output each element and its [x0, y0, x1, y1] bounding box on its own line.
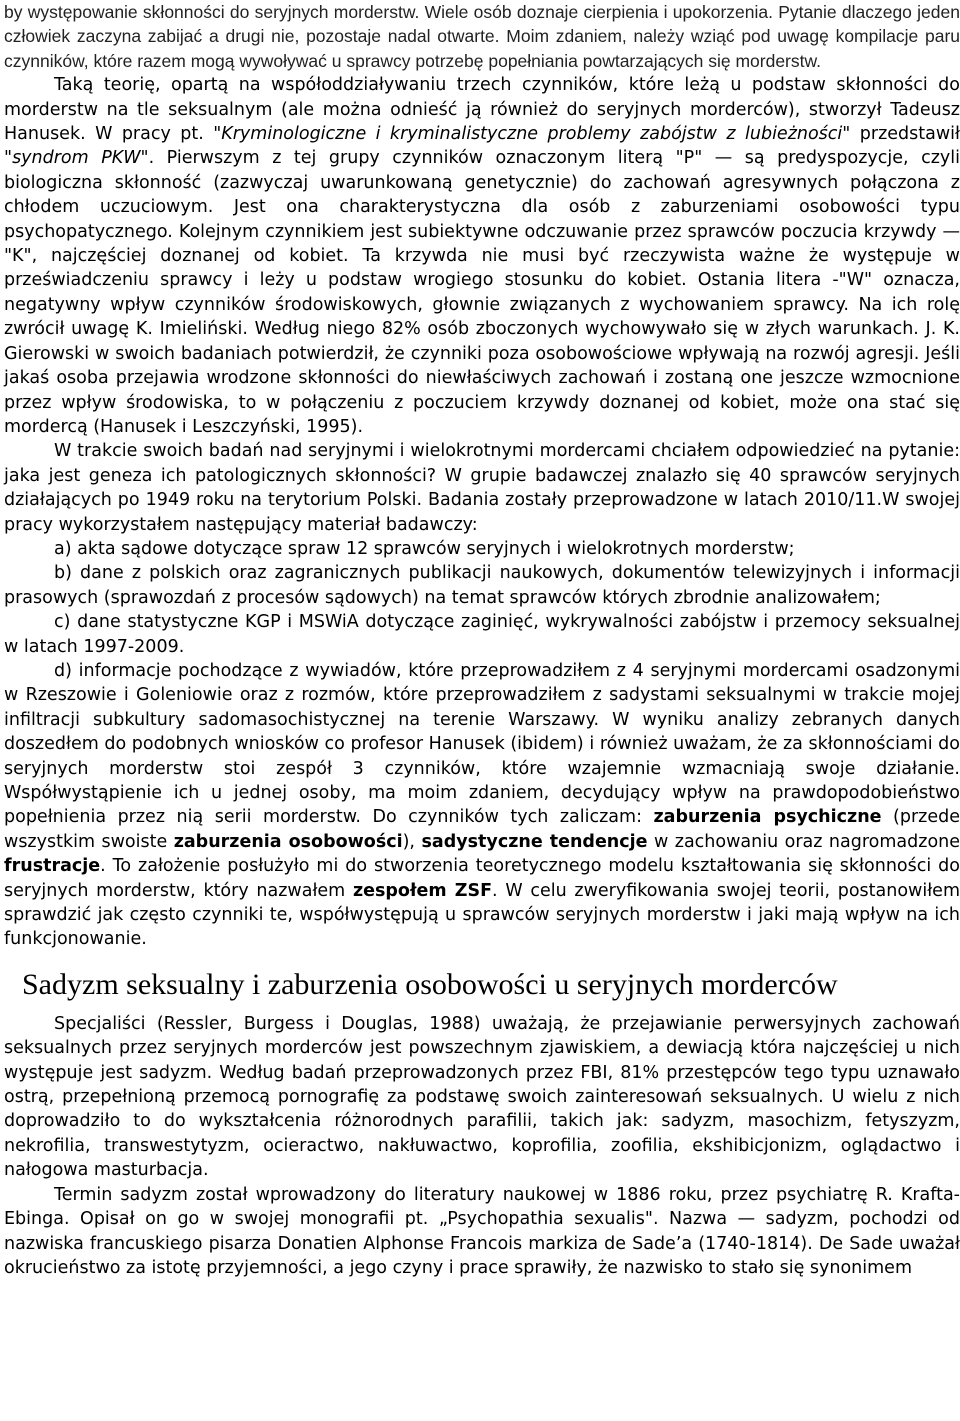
bold-term-frustration: frustracje [4, 856, 101, 877]
list-d-text-c: ), [402, 831, 422, 852]
list-item-c: c) dane statystyczne KGP i MSWiA dotyczące zaginięć, wykrywalności zabójstw i przemocy seksualnej w latach 1997-2009. [4, 612, 960, 657]
pkw-text-c: ". Pierwszym z tej grupy czynników oznaczonym literą "P" — są predyspozycje, czyli biologiczna skłonność (zazwyczaj uwarunkowaną genetycznie) do zachowań agresywnych połączona z chłodem uczuciowym. Jest ona charakterystyczna dla osób z zaburzeniami osobowości typu psychopatycznego. Kolejnym czynnikiem jest subiektywne odczuwanie przez sprawców poczucia krzywdy — "K", najczęściej doznanej od kobiet. Ta krzywda nie musi być rzeczywista ważne że występuje w przeświadczeniu sprawcy i leży u podstaw wrogiego stosunku do kobiet. Ostania litera -"W" oznacza, negatywny wpływ czynników środowiskowych, głownie związanych z wychowaniem sprawcy. Na ich rolę zwrócił uwagę K. Imieliński. Według niego 82% osób zboczonych wychowywało się w złych warunkach. J. K. Gierowski w swoich badaniach potwierdził, że czynniki poza osobowościowe wpływają na rozwój agresji. Jeśli jakaś osoba przejawia wrodzone skłonności do niewłaściwych zachowań i zostaną one jeszcze wzmocnione przez wpływ środowiska, to w połączeniu z poczuciem krzywdy doznanej od kobiet, może ona stać się mordercą (Hanusek i Leszczyński, 1995). [4, 148, 960, 437]
pkw-text-b: " przedstawił " [4, 124, 960, 169]
pkw-text-a: Taką teorię, opartą na współoddziaływaniu trzech czynników, które leżą u podstaw skłonności do morderstw na tle seksualnym (ale można odnieść ją również do seryjnych morderców), stworzył Tadeusz Hanusek. W pracy pt. " [4, 75, 960, 145]
list-item-a: a) akta sądowe dotyczące spraw 12 sprawców seryjnych i wielokrotnych morderstw; [54, 538, 795, 559]
pkw-theory-paragraph [4, 73, 960, 439]
bold-term-personality: zaburzenia osobowości [173, 831, 403, 852]
sadism-paragraph-2: Termin sadyzm został wprowadzony do literatury naukowej w 1886 roku, przez psychiatrę R. Krafta-Ebinga. Opisał on go w swojej monografii pt. „Psychopathia sexualis". Nazwa — sadyzm, pochodzi od nazwiska francuskiego pisarza Donatien Alphonse Francois markiza de Sade’a (1740-1814). De Sade uważał okrucieństwo za istotę przyjemności, a jego czyny i prace sprawiły, że nazwisko to stało się synonimem [4, 1184, 960, 1278]
sadism-paragraph-1: Specjaliści (Ressler, Burgess i Douglas, 1988) uważają, że przejawianie perwersyjnych zachowań seksualnych przez seryjnych morderców jest powszechnym zjawiskiem, a dewiacją która najczęściej u nich występuje jest sadyzm. Według badań przeprowadzonych przez FBI, 81% przestępców tego typu uznawało ostrą, przepełnioną przemocą pornografię za podstawę swoich zainteresowań seksualnych. U wielu z nich doprowadziło to do wykształcenia różnorodnych parafilii, takich jak: sadyzm, masochizm, fetyszyzm, nekrofilia, transwestytyzm, ocieractwo, nakłuwactwo, koprofilia, zoofilia, ekshibicjonizm, oglądactwo i nałogowa masturbacja. [4, 1013, 960, 1181]
list-d-text-b: (przede wszystkim swoiste [4, 807, 960, 852]
section-heading: Sadyzm seksualny i zaburzenia osobowości u seryjnych morderców [22, 967, 838, 1001]
research-paragraph: W trakcie swoich badań nad seryjnymi i wielokrotnymi mordercami chciałem odpowiedzieć na pytanie: jaka jest geneza ich patologicznych skłonności? W grupie badawczej znalazło się 40 sprawców seryjnych działających po 1949 roku na terytorium Polski. Badania zostały przeprowadzone w latach 2010/11.W swojej pracy wykorzystałem następujący materiał badawczy: [4, 441, 960, 535]
bold-term-zsf: zespołem ZSF [352, 880, 493, 901]
list-item-b: b) dane z polskich oraz zagranicznych publikacji naukowych, dokumentów telewizyjnych i informacji prasowych (sprawozdań z procesów sądowych) na temat sprawców których zbrodnie analizowałem; [4, 563, 960, 608]
list-d-text-e: . To założenie posłużyło mi do stworzenia teoretycznego modelu kształtowania się skłonności do seryjnych morderstw, który nazwałem [4, 856, 960, 901]
list-d-text-a: d) informacje pochodzące z wywiadów, które przeprowadziłem z 4 seryjnymi mordercami osadzonymi w Rzeszowie i Goleniowie oraz z rozmów, które przeprowadziłem z sadystami seksualnymi w trakcie mojej infiltracji subkultury sadomasochistycznej na terenie Warszawy. W wyniku analizy zebranych danych doszedłem do podobnych wniosków co profesor Hanusek (ibidem) i również uważam, że za skłonnościami do seryjnych morderstw stoi zespół 3 czynników, które wzajemnie wzmacniają swoje działanie. Współwystąpienie ich u jednej osoby, ma moim zdaniem, decydujący wpływ na prawdopodobieństwo popełnienia przez nią serii morderstw. Do czynników tych zaliczam: [4, 660, 960, 828]
list-d-text-d: w zachowaniu oraz nagromadzone [647, 831, 960, 852]
list-item-d [4, 659, 960, 952]
syndrome-name: syndrom PKW [12, 148, 141, 169]
list-d-text-f: . W celu zweryfikowania swojej teorii, postanowiłem sprawdzić jak często czynniki te, współwystępują u sprawców seryjnych morderstw i jaki mają wpływ na ich funkcjonowanie. [4, 880, 960, 950]
bold-term-psych: zaburzenia psychiczne [653, 807, 882, 828]
intro-paragraph: by występowanie skłonności do seryjnych morderstw. Wiele osób doznaje cierpienia i upokorzenia. Pytanie dlaczego jeden człowiek zaczyna zabijać a drugi nie, pozostaje nadal otwarte. Moim zdaniem, należy wziąć pod uwagę kompilacje paru czynników, które razem mogą wywoływać u sprawcy potrzebę popełniania powtarzających się morderstw. [4, 2, 960, 71]
bold-term-sadistic: sadystyczne tendencje [421, 831, 648, 852]
work-title: Kryminologiczne i kryminalistyczne problemy zabójstw z lubieżności [221, 124, 843, 145]
